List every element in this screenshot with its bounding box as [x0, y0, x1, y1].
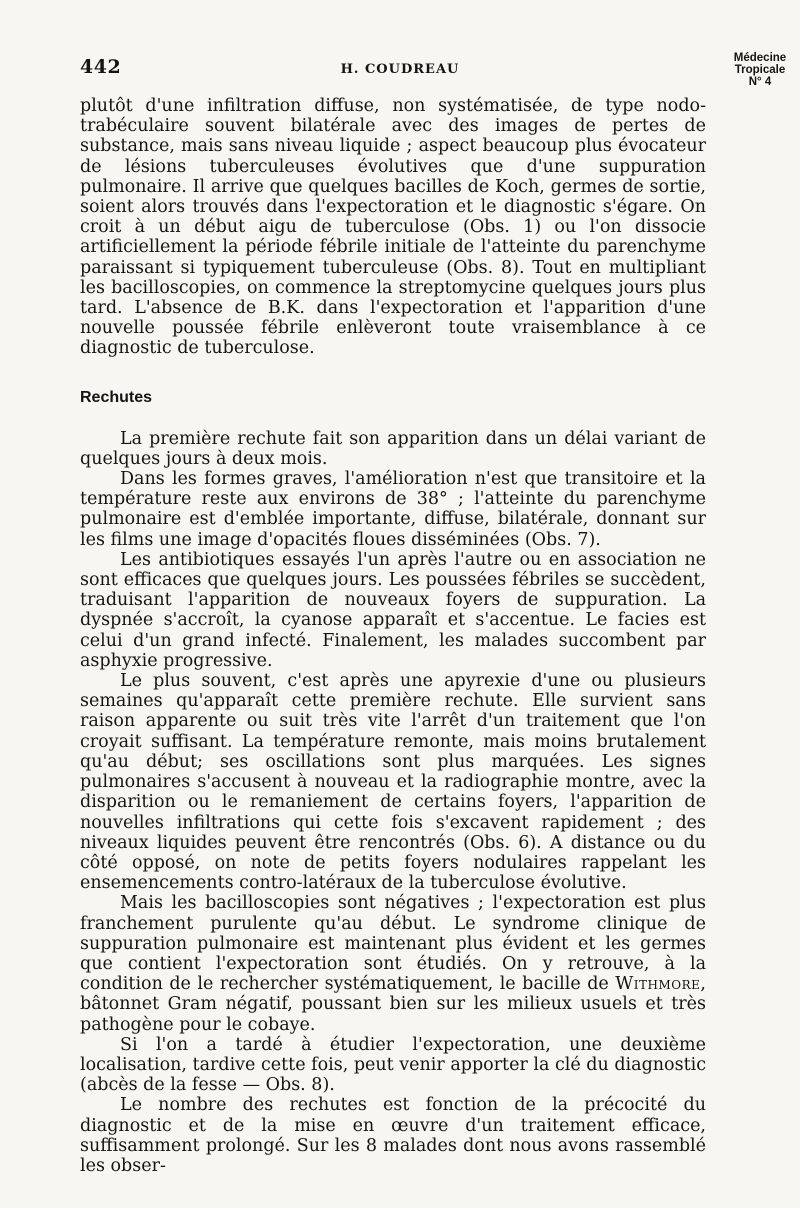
intro-paragraph: plutôt d'une infiltration diffuse, non systématisée, de type nodo-trabéculaire souvent bilatérale avec des images de pertes de substance, mais sans niveau liquide ; aspect beaucoup plus évocateur de lésions tuberculeuses évolutives que d'une suppuration pulmonaire. Il arrive que quelques bacilles de Koch, germes de sortie, soient alors trouvés dans l'expectoration et le diagnostic s'égare. On croit à un début aigu de tuberculose (Obs. 1) ou l'on dissocie artificiellement la période fébrile initiale de l'atteinte du parenchyme paraissant si typiquement tuberculeuse (Obs. 8). Tout en multipliant les bacilloscopies, on commence la streptomycine quelques jours plus tard. L'absence de B.K. dans l'expectoration et l'apparition d'une nouvelle poussée fébrile enlèveront toute vraisemblance à ce diagnostic de tuberculose. — [80, 96, 706, 359]
journal-mark — [722, 52, 798, 88]
journal-mark-line2: Tropicale — [734, 64, 786, 76]
paragraph-late-localisation: Si l'on a tardé à étudier l'expectoration, une deuxième localisation, tardive cette fois, peut venir apporter la clé du diagnostic (abcès de la fesse — Obs. 8). — [80, 1034, 706, 1096]
paragraph-antibiotics: Les antibiotiques essayés l'un après l'autre ou en association ne sont efficaces que quelques jours. Les poussées fébriles se succèdent, traduisant l'apparition de nouveaux foyers de suppuration. La dyspnée s'accroît, la cyanose apparaît et s'accentue. Le facies est celui d'un grand infecté. Finalement, les malades succombent par asphyxie progressive. — [80, 549, 706, 671]
paragraph-relapse-count: Le nombre des rechutes est fonction de la précocité du diagnostic et de la mise en œuvre d'un traitement efficace, suffisamment prolongé. Sur les 8 malades dont nous avons rassemblé les obser- — [80, 1095, 706, 1176]
journal-mark-line1: Médecine — [733, 52, 787, 64]
withmore-name: Withmore — [615, 974, 701, 995]
journal-mark-line3: N° 4 — [748, 76, 772, 88]
running-head-author: H. COUDREAU — [340, 62, 460, 77]
page-number: 442 — [80, 56, 122, 78]
paragraph-bacilloscopies-text-after: , bâtonnet Gram négatif, poussant bien sur les milieux usuels et très pathogène pour le cobaye. — [80, 974, 706, 1035]
body-text — [80, 96, 706, 1176]
section-heading-rechutes: Rechutes — [80, 388, 153, 406]
paragraph-first-relapse: La première rechute fait son apparition dans un délai variant de quelques jours à deux mois. — [80, 428, 706, 469]
paragraph-bacilloscopies — [80, 893, 706, 1034]
paragraph-apyrexia: Le plus souvent, c'est après une apyrexie d'une ou plusieurs semaines qu'apparaît cette première rechute. Elle survient sans raison apparente ou suit très vite l'arrêt d'un traitement que l'on croyait suffisant. La température remonte, mais moins brutalement qu'au début; ses oscillations sont plus marquées. Les signes pulmonaires s'accusent à nouveau et la radiographie montre, avec la disparition ou le remaniement de certains foyers, l'apparition de nouvelles infiltrations qui cette fois s'excavent rapidement ; des niveaux liquides peuvent être rencontrés (Obs. 6). A distance ou du côté opposé, on note de petits foyers nodulaires rappelant les ensemencements contro-latéraux de la tuberculose évolutive. — [80, 671, 706, 894]
paragraph-bacilloscopies-text-before: Mais les bacilloscopies sont négatives ; l'expectoration est plus franchement purulente qu'au début. Le syndrome clinique de suppuration pulmonaire est maintenant plus évident et les germes que contient l'expectoration sont étudiés. On y retrouve, à la condition de le rechercher systématiquement, le bacille de — [80, 893, 706, 995]
paragraph-severe-forms: Dans les formes graves, l'amélioration n'est que transitoire et la température reste aux environs de 38° ; l'atteinte du parenchyme pulmonaire est d'emblée importante, diffuse, bilatérale, donnant sur les films une image d'opacités floues disséminées (Obs. 7). — [80, 469, 706, 550]
